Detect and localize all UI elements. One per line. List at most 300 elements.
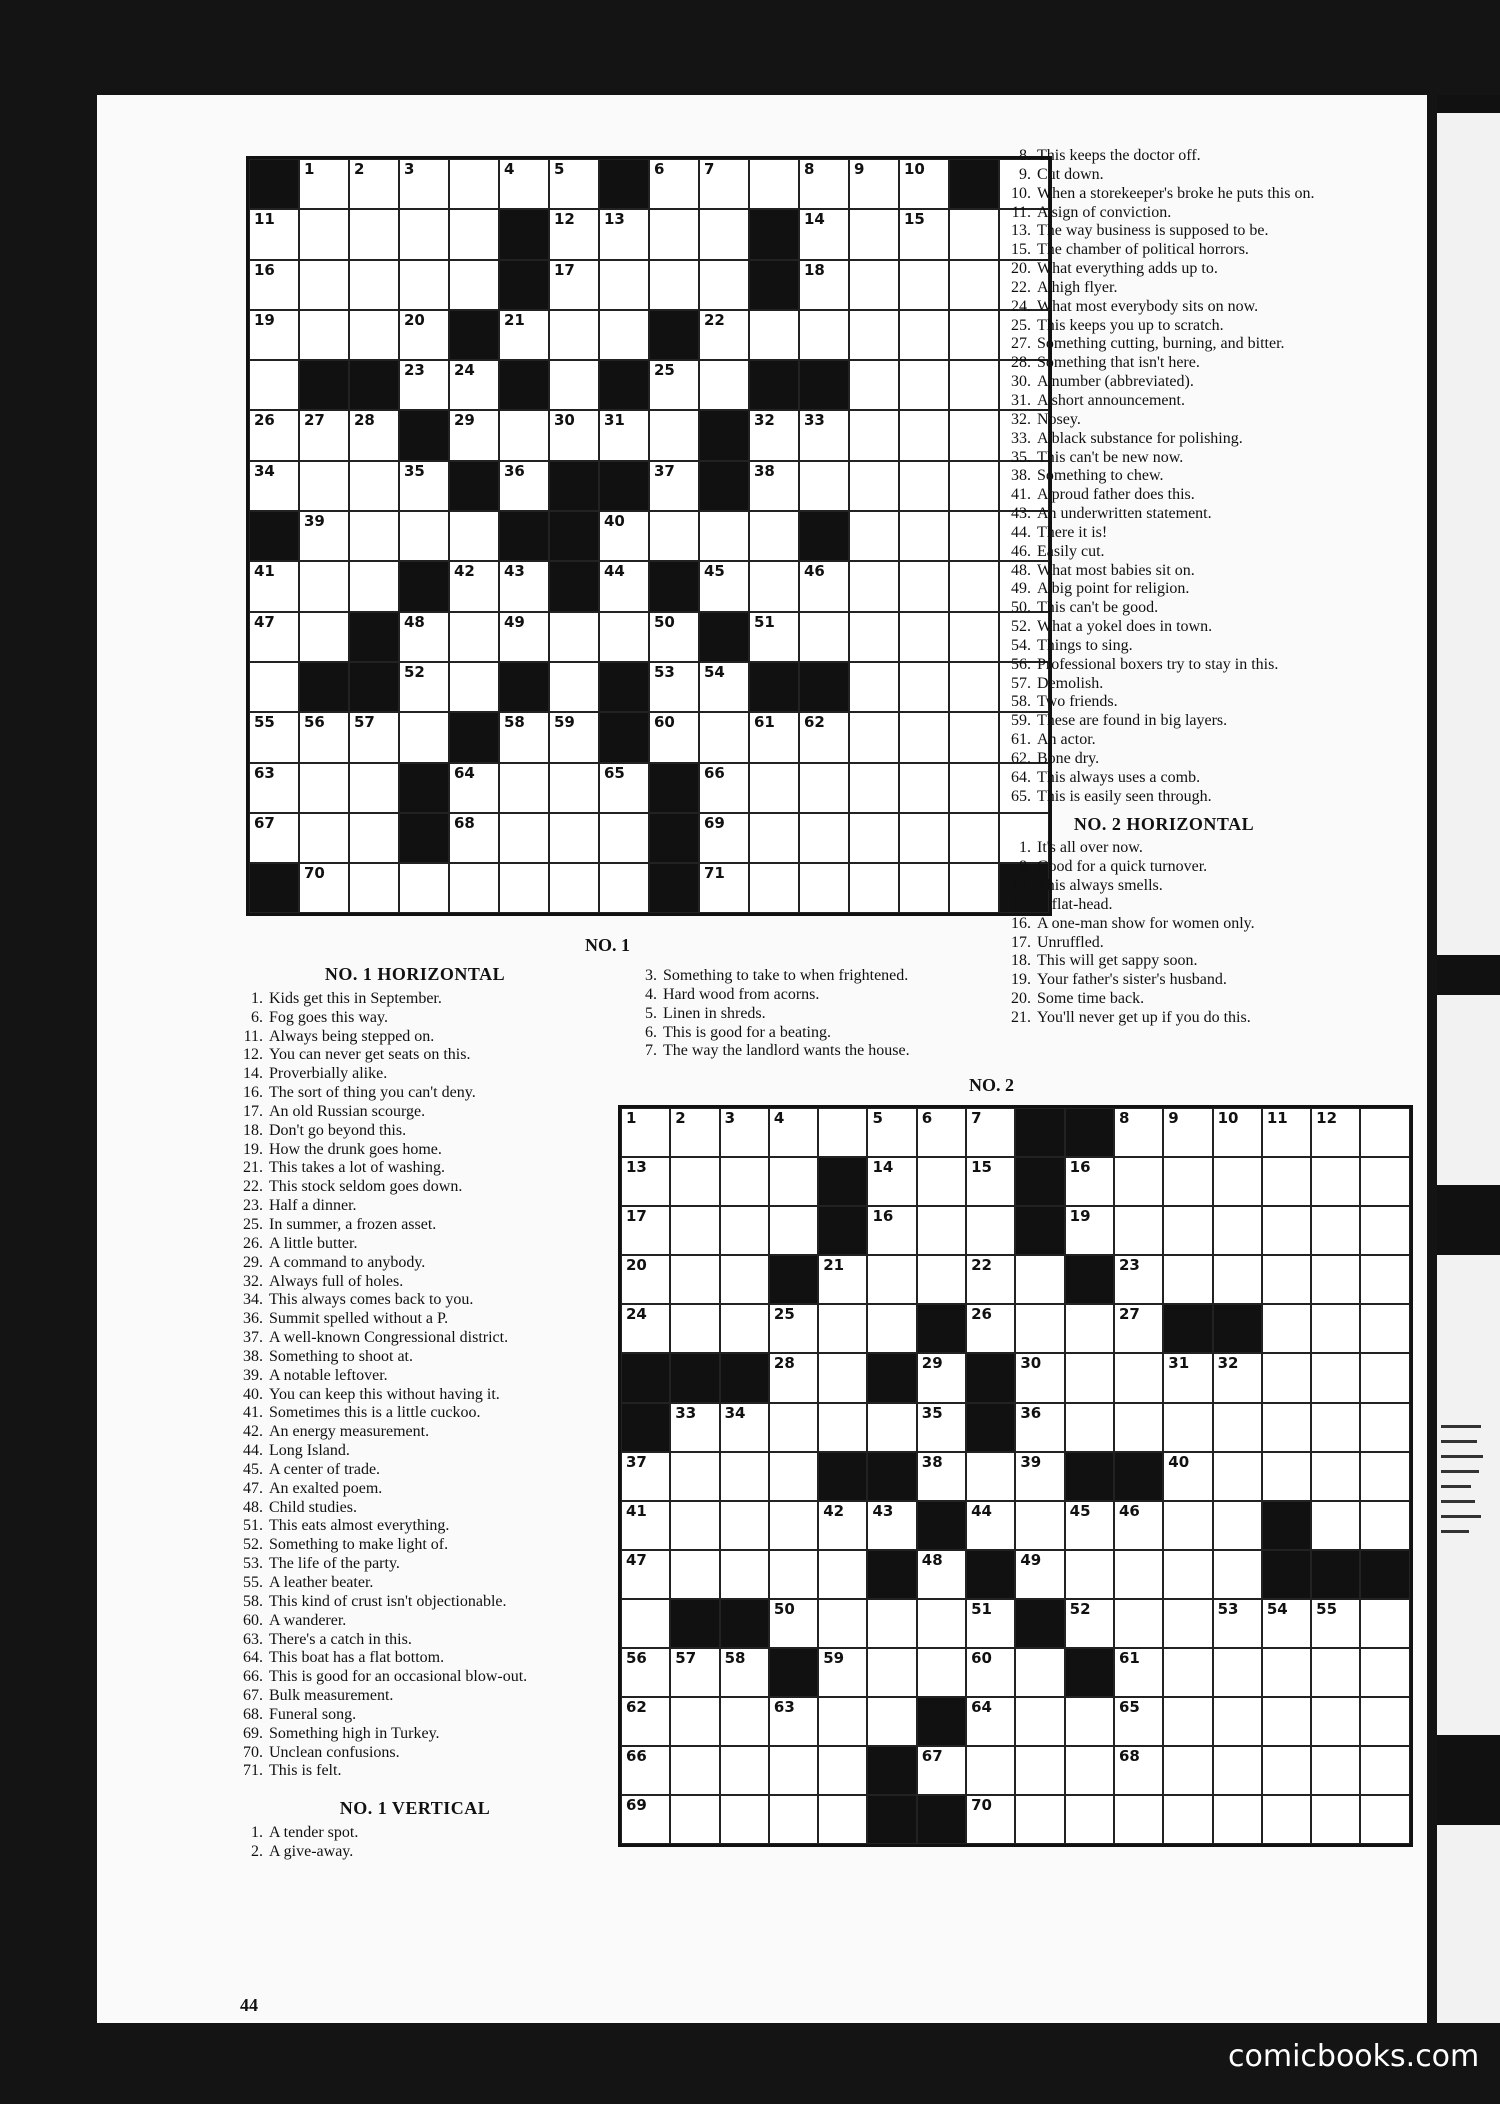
crossword-cell[interactable] xyxy=(1360,1795,1409,1844)
crossword-cell[interactable] xyxy=(966,1157,1015,1206)
crossword-cell[interactable] xyxy=(1114,1304,1163,1353)
crossword-cell[interactable] xyxy=(1015,1550,1064,1599)
crossword-cell[interactable] xyxy=(599,561,649,611)
crossword-cell[interactable] xyxy=(699,662,749,712)
crossword-cell[interactable] xyxy=(949,260,999,310)
crossword-cell[interactable] xyxy=(499,863,549,913)
crossword-cell[interactable] xyxy=(899,712,949,762)
crossword-cell[interactable] xyxy=(1114,1353,1163,1402)
crossword-cell[interactable] xyxy=(966,1206,1015,1255)
crossword-cell[interactable] xyxy=(769,1353,818,1402)
crossword-cell[interactable] xyxy=(867,1648,916,1697)
crossword-cell[interactable] xyxy=(1213,1599,1262,1648)
crossword-cell[interactable] xyxy=(899,360,949,410)
crossword-cell[interactable] xyxy=(799,209,849,259)
crossword-cell[interactable] xyxy=(649,159,699,209)
crossword-cell[interactable] xyxy=(769,1157,818,1206)
crossword-cell[interactable] xyxy=(399,360,449,410)
crossword-cell[interactable] xyxy=(949,410,999,460)
crossword-cell[interactable] xyxy=(818,1746,867,1795)
crossword-cell[interactable] xyxy=(966,1108,1015,1157)
crossword-cell[interactable] xyxy=(966,1304,1015,1353)
crossword-cell[interactable] xyxy=(670,1304,719,1353)
crossword-cell[interactable] xyxy=(349,159,399,209)
crossword-cell[interactable] xyxy=(449,561,499,611)
crossword-cell[interactable] xyxy=(1114,1795,1163,1844)
crossword-cell[interactable] xyxy=(1262,1108,1311,1157)
crossword-cell[interactable] xyxy=(769,1501,818,1550)
crossword-cell[interactable] xyxy=(399,260,449,310)
crossword-cell[interactable] xyxy=(849,360,899,410)
crossword-cell[interactable] xyxy=(966,1648,1015,1697)
crossword-cell[interactable] xyxy=(670,1108,719,1157)
crossword-cell[interactable] xyxy=(849,310,899,360)
crossword-cell[interactable] xyxy=(1311,1353,1360,1402)
crossword-cell[interactable] xyxy=(899,260,949,310)
crossword-cell[interactable] xyxy=(949,360,999,410)
crossword-cell[interactable] xyxy=(917,1206,966,1255)
crossword-cell[interactable] xyxy=(1065,1157,1114,1206)
crossword-cell[interactable] xyxy=(549,410,599,460)
crossword-cell[interactable] xyxy=(349,461,399,511)
crossword-cell[interactable] xyxy=(917,1108,966,1157)
crossword-cell[interactable] xyxy=(1213,1403,1262,1452)
crossword-cell[interactable] xyxy=(818,1304,867,1353)
crossword-cell[interactable] xyxy=(349,763,399,813)
crossword-cell[interactable] xyxy=(621,1206,670,1255)
crossword-cell[interactable] xyxy=(499,712,549,762)
crossword-cell[interactable] xyxy=(449,813,499,863)
crossword-cell[interactable] xyxy=(818,1108,867,1157)
crossword-cell[interactable] xyxy=(720,1795,769,1844)
crossword-cell[interactable] xyxy=(1360,1403,1409,1452)
crossword-cell[interactable] xyxy=(849,511,899,561)
crossword-cell[interactable] xyxy=(1163,1452,1212,1501)
crossword-cell[interactable] xyxy=(449,159,499,209)
crossword-cell[interactable] xyxy=(599,612,649,662)
crossword-cell[interactable] xyxy=(749,712,799,762)
crossword-cell[interactable] xyxy=(499,612,549,662)
crossword-cell[interactable] xyxy=(949,511,999,561)
crossword-cell[interactable] xyxy=(349,209,399,259)
crossword-cell[interactable] xyxy=(299,461,349,511)
crossword-cell[interactable] xyxy=(549,763,599,813)
crossword-cell[interactable] xyxy=(749,461,799,511)
crossword-cell[interactable] xyxy=(720,1403,769,1452)
crossword-cell[interactable] xyxy=(670,1501,719,1550)
crossword-cell[interactable] xyxy=(769,1550,818,1599)
crossword-cell[interactable] xyxy=(1360,1353,1409,1402)
crossword-cell[interactable] xyxy=(299,159,349,209)
crossword-cell[interactable] xyxy=(1163,1501,1212,1550)
crossword-cell[interactable] xyxy=(449,360,499,410)
crossword-cell[interactable] xyxy=(799,461,849,511)
crossword-cell[interactable] xyxy=(449,260,499,310)
crossword-cell[interactable] xyxy=(720,1108,769,1157)
crossword-cell[interactable] xyxy=(1015,1648,1064,1697)
crossword-cell[interactable] xyxy=(1015,1403,1064,1452)
crossword-cell[interactable] xyxy=(649,260,699,310)
crossword-cell[interactable] xyxy=(849,863,899,913)
crossword-cell[interactable] xyxy=(849,410,899,460)
crossword-cell[interactable] xyxy=(949,310,999,360)
crossword-cell[interactable] xyxy=(1015,1746,1064,1795)
crossword-cell[interactable] xyxy=(621,1599,670,1648)
crossword-cell[interactable] xyxy=(1015,1255,1064,1304)
crossword-cell[interactable] xyxy=(720,1255,769,1304)
crossword-cell[interactable] xyxy=(670,1648,719,1697)
crossword-cell[interactable] xyxy=(399,612,449,662)
crossword-cell[interactable] xyxy=(670,1746,719,1795)
crossword-cell[interactable] xyxy=(1262,1157,1311,1206)
crossword-cell[interactable] xyxy=(1163,1795,1212,1844)
crossword-cell[interactable] xyxy=(1114,1206,1163,1255)
crossword-cell[interactable] xyxy=(299,260,349,310)
crossword-cell[interactable] xyxy=(549,863,599,913)
crossword-cell[interactable] xyxy=(799,612,849,662)
crossword-cell[interactable] xyxy=(1311,1206,1360,1255)
crossword-cell[interactable] xyxy=(749,511,799,561)
crossword-cell[interactable] xyxy=(769,1452,818,1501)
crossword-cell[interactable] xyxy=(917,1255,966,1304)
crossword-cell[interactable] xyxy=(949,209,999,259)
crossword-cell[interactable] xyxy=(299,310,349,360)
crossword-cell[interactable] xyxy=(917,1452,966,1501)
crossword-cell[interactable] xyxy=(1213,1795,1262,1844)
crossword-cell[interactable] xyxy=(249,410,299,460)
crossword-cell[interactable] xyxy=(1311,1795,1360,1844)
crossword-cell[interactable] xyxy=(899,511,949,561)
crossword-cell[interactable] xyxy=(1360,1501,1409,1550)
crossword-cell[interactable] xyxy=(249,813,299,863)
crossword-cell[interactable] xyxy=(1311,1108,1360,1157)
crossword-cell[interactable] xyxy=(899,310,949,360)
crossword-cell[interactable] xyxy=(399,310,449,360)
crossword-cell[interactable] xyxy=(1114,1403,1163,1452)
crossword-cell[interactable] xyxy=(499,461,549,511)
crossword-cell[interactable] xyxy=(769,1304,818,1353)
crossword-cell[interactable] xyxy=(1213,1746,1262,1795)
crossword-cell[interactable] xyxy=(1262,1746,1311,1795)
crossword-cell[interactable] xyxy=(1065,1304,1114,1353)
crossword-cell[interactable] xyxy=(769,1746,818,1795)
crossword-cell[interactable] xyxy=(1065,1550,1114,1599)
crossword-cell[interactable] xyxy=(1163,1403,1212,1452)
crossword-cell[interactable] xyxy=(599,863,649,913)
crossword-cell[interactable] xyxy=(949,561,999,611)
crossword-cell[interactable] xyxy=(867,1255,916,1304)
crossword-cell[interactable] xyxy=(1311,1304,1360,1353)
crossword-cell[interactable] xyxy=(299,863,349,913)
crossword-cell[interactable] xyxy=(621,1108,670,1157)
crossword-cell[interactable] xyxy=(299,813,349,863)
crossword-cell[interactable] xyxy=(1065,1403,1114,1452)
crossword-cell[interactable] xyxy=(670,1255,719,1304)
crossword-cell[interactable] xyxy=(549,159,599,209)
crossword-cell[interactable] xyxy=(670,1795,719,1844)
crossword-cell[interactable] xyxy=(1262,1255,1311,1304)
crossword-cell[interactable] xyxy=(549,260,599,310)
crossword-cell[interactable] xyxy=(699,260,749,310)
crossword-cell[interactable] xyxy=(299,511,349,561)
crossword-cell[interactable] xyxy=(399,712,449,762)
crossword-cell[interactable] xyxy=(249,461,299,511)
crossword-cell[interactable] xyxy=(1360,1108,1409,1157)
crossword-cell[interactable] xyxy=(769,1795,818,1844)
crossword-cell[interactable] xyxy=(649,511,699,561)
crossword-cell[interactable] xyxy=(499,561,549,611)
crossword-cell[interactable] xyxy=(818,1599,867,1648)
crossword-cell[interactable] xyxy=(1311,1648,1360,1697)
crossword-cell[interactable] xyxy=(549,360,599,410)
crossword-cell[interactable] xyxy=(867,1501,916,1550)
crossword-cell[interactable] xyxy=(1262,1697,1311,1746)
crossword-cell[interactable] xyxy=(720,1501,769,1550)
crossword-cell[interactable] xyxy=(249,209,299,259)
crossword-cell[interactable] xyxy=(867,1108,916,1157)
crossword-cell[interactable] xyxy=(599,260,649,310)
crossword-cell[interactable] xyxy=(1163,1157,1212,1206)
crossword-cell[interactable] xyxy=(1360,1746,1409,1795)
crossword-cell[interactable] xyxy=(799,310,849,360)
crossword-cell[interactable] xyxy=(769,1599,818,1648)
crossword-cell[interactable] xyxy=(899,813,949,863)
crossword-cell[interactable] xyxy=(599,511,649,561)
crossword-cell[interactable] xyxy=(299,712,349,762)
crossword-cell[interactable] xyxy=(818,1255,867,1304)
crossword-cell[interactable] xyxy=(1311,1746,1360,1795)
crossword-cell[interactable] xyxy=(649,662,699,712)
crossword-cell[interactable] xyxy=(867,1206,916,1255)
crossword-cell[interactable] xyxy=(849,461,899,511)
crossword-cell[interactable] xyxy=(949,863,999,913)
crossword-cell[interactable] xyxy=(1213,1648,1262,1697)
crossword-cell[interactable] xyxy=(899,461,949,511)
crossword-cell[interactable] xyxy=(966,1746,1015,1795)
crossword-cell[interactable] xyxy=(349,561,399,611)
crossword-cell[interactable] xyxy=(249,260,299,310)
crossword-cell[interactable] xyxy=(1065,1746,1114,1795)
crossword-cell[interactable] xyxy=(1114,1746,1163,1795)
crossword-cell[interactable] xyxy=(1213,1255,1262,1304)
crossword-cell[interactable] xyxy=(1015,1353,1064,1402)
crossword-cell[interactable] xyxy=(849,159,899,209)
crossword-cell[interactable] xyxy=(249,561,299,611)
crossword-cell[interactable] xyxy=(499,159,549,209)
crossword-cell[interactable] xyxy=(1213,1697,1262,1746)
crossword-cell[interactable] xyxy=(599,763,649,813)
crossword-cell[interactable] xyxy=(749,410,799,460)
crossword-cell[interactable] xyxy=(1360,1304,1409,1353)
crossword-cell[interactable] xyxy=(1015,1697,1064,1746)
crossword-cell[interactable] xyxy=(749,813,799,863)
crossword-cell[interactable] xyxy=(1213,1353,1262,1402)
crossword-cell[interactable] xyxy=(399,511,449,561)
crossword-cell[interactable] xyxy=(1114,1550,1163,1599)
crossword-cell[interactable] xyxy=(799,863,849,913)
crossword-cell[interactable] xyxy=(499,310,549,360)
crossword-cell[interactable] xyxy=(449,863,499,913)
crossword-cell[interactable] xyxy=(1015,1501,1064,1550)
crossword-cell[interactable] xyxy=(849,712,899,762)
crossword-cell[interactable] xyxy=(649,360,699,410)
crossword-cell[interactable] xyxy=(449,209,499,259)
crossword-cell[interactable] xyxy=(867,1157,916,1206)
crossword-cell[interactable] xyxy=(299,209,349,259)
crossword-cell[interactable] xyxy=(818,1403,867,1452)
crossword-cell[interactable] xyxy=(621,1795,670,1844)
crossword-cell[interactable] xyxy=(1163,1697,1212,1746)
crossword-cell[interactable] xyxy=(699,310,749,360)
crossword-cell[interactable] xyxy=(1015,1304,1064,1353)
crossword-cell[interactable] xyxy=(1065,1206,1114,1255)
crossword-cell[interactable] xyxy=(769,1206,818,1255)
crossword-cell[interactable] xyxy=(621,1157,670,1206)
crossword-cell[interactable] xyxy=(1311,1697,1360,1746)
crossword-cell[interactable] xyxy=(1262,1648,1311,1697)
crossword-cell[interactable] xyxy=(966,1795,1015,1844)
crossword-cell[interactable] xyxy=(917,1648,966,1697)
crossword-cell[interactable] xyxy=(899,662,949,712)
crossword-cell[interactable] xyxy=(818,1353,867,1402)
crossword-cell[interactable] xyxy=(1213,1452,1262,1501)
crossword-cell[interactable] xyxy=(720,1550,769,1599)
crossword-cell[interactable] xyxy=(649,410,699,460)
crossword-cell[interactable] xyxy=(720,1206,769,1255)
crossword-cell[interactable] xyxy=(249,662,299,712)
crossword-cell[interactable] xyxy=(720,1746,769,1795)
crossword-cell[interactable] xyxy=(670,1206,719,1255)
crossword-cell[interactable] xyxy=(1311,1255,1360,1304)
crossword-cell[interactable] xyxy=(1262,1304,1311,1353)
crossword-cell[interactable] xyxy=(1065,1795,1114,1844)
crossword-cell[interactable] xyxy=(349,712,399,762)
crossword-cell[interactable] xyxy=(1360,1452,1409,1501)
crossword-cell[interactable] xyxy=(949,763,999,813)
crossword-cell[interactable] xyxy=(621,1255,670,1304)
crossword-cell[interactable] xyxy=(749,561,799,611)
crossword-cell[interactable] xyxy=(867,1403,916,1452)
crossword-cell[interactable] xyxy=(769,1403,818,1452)
crossword-cell[interactable] xyxy=(699,511,749,561)
crossword-cell[interactable] xyxy=(1360,1255,1409,1304)
crossword-cell[interactable] xyxy=(1262,1403,1311,1452)
crossword-cell[interactable] xyxy=(818,1795,867,1844)
crossword-cell[interactable] xyxy=(549,662,599,712)
crossword-cell[interactable] xyxy=(549,813,599,863)
crossword-cell[interactable] xyxy=(449,511,499,561)
crossword-cell[interactable] xyxy=(699,209,749,259)
crossword-cell[interactable] xyxy=(699,561,749,611)
crossword-cell[interactable] xyxy=(1065,1353,1114,1402)
crossword-cell[interactable] xyxy=(621,1746,670,1795)
crossword-cell[interactable] xyxy=(966,1697,1015,1746)
crossword-cell[interactable] xyxy=(249,712,299,762)
crossword-cell[interactable] xyxy=(649,612,699,662)
crossword-cell[interactable] xyxy=(1163,1746,1212,1795)
crossword-cell[interactable] xyxy=(1065,1697,1114,1746)
crossword-cell[interactable] xyxy=(1114,1157,1163,1206)
crossword-cell[interactable] xyxy=(1163,1108,1212,1157)
crossword-cell[interactable] xyxy=(449,410,499,460)
crossword-cell[interactable] xyxy=(749,612,799,662)
crossword-cell[interactable] xyxy=(1163,1206,1212,1255)
crossword-cell[interactable] xyxy=(499,410,549,460)
crossword-cell[interactable] xyxy=(799,260,849,310)
crossword-cell[interactable] xyxy=(849,561,899,611)
crossword-cell[interactable] xyxy=(720,1648,769,1697)
crossword-cell[interactable] xyxy=(1213,1157,1262,1206)
crossword-cell[interactable] xyxy=(1213,1501,1262,1550)
crossword-cell[interactable] xyxy=(299,561,349,611)
crossword-cell[interactable] xyxy=(1114,1255,1163,1304)
crossword-cell[interactable] xyxy=(299,763,349,813)
crossword-cell[interactable] xyxy=(349,260,399,310)
crossword-cell[interactable] xyxy=(621,1452,670,1501)
crossword-cell[interactable] xyxy=(867,1599,916,1648)
crossword-cell[interactable] xyxy=(449,612,499,662)
crossword-cell[interactable] xyxy=(917,1157,966,1206)
crossword-cell[interactable] xyxy=(899,863,949,913)
crossword-cell[interactable] xyxy=(649,461,699,511)
crossword-cell[interactable] xyxy=(1262,1206,1311,1255)
crossword-cell[interactable] xyxy=(1311,1403,1360,1452)
crossword-cell[interactable] xyxy=(1262,1795,1311,1844)
crossword-cell[interactable] xyxy=(1163,1599,1212,1648)
crossword-cell[interactable] xyxy=(849,260,899,310)
crossword-cell[interactable] xyxy=(299,410,349,460)
crossword-cell[interactable] xyxy=(1360,1599,1409,1648)
crossword-cell[interactable] xyxy=(966,1452,1015,1501)
crossword-cell[interactable] xyxy=(899,159,949,209)
crossword-cell[interactable] xyxy=(849,209,899,259)
crossword-cell[interactable] xyxy=(670,1452,719,1501)
crossword-cell[interactable] xyxy=(670,1157,719,1206)
crossword-cell[interactable] xyxy=(720,1304,769,1353)
crossword-cell[interactable] xyxy=(249,310,299,360)
crossword-cell[interactable] xyxy=(249,612,299,662)
crossword-cell[interactable] xyxy=(949,662,999,712)
crossword-cell[interactable] xyxy=(799,813,849,863)
crossword-cell[interactable] xyxy=(699,813,749,863)
crossword-cell[interactable] xyxy=(867,1304,916,1353)
crossword-cell[interactable] xyxy=(1065,1501,1114,1550)
crossword-cell[interactable] xyxy=(849,662,899,712)
crossword-cell[interactable] xyxy=(499,813,549,863)
crossword-cell[interactable] xyxy=(549,612,599,662)
crossword-cell[interactable] xyxy=(720,1157,769,1206)
crossword-cell[interactable] xyxy=(749,763,799,813)
crossword-cell[interactable] xyxy=(1114,1648,1163,1697)
crossword-cell[interactable] xyxy=(699,863,749,913)
crossword-cell[interactable] xyxy=(1311,1599,1360,1648)
crossword-cell[interactable] xyxy=(499,763,549,813)
crossword-cell[interactable] xyxy=(917,1550,966,1599)
crossword-cell[interactable] xyxy=(599,310,649,360)
crossword-cell[interactable] xyxy=(399,209,449,259)
crossword-cell[interactable] xyxy=(399,461,449,511)
crossword-cell[interactable] xyxy=(799,159,849,209)
crossword-cell[interactable] xyxy=(1163,1550,1212,1599)
crossword-cell[interactable] xyxy=(949,612,999,662)
crossword-cell[interactable] xyxy=(299,612,349,662)
crossword-cell[interactable] xyxy=(670,1403,719,1452)
crossword-cell[interactable] xyxy=(1213,1108,1262,1157)
crossword-cell[interactable] xyxy=(1163,1648,1212,1697)
crossword-cell[interactable] xyxy=(749,863,799,913)
crossword-cell[interactable] xyxy=(599,410,649,460)
crossword-cell[interactable] xyxy=(849,612,899,662)
